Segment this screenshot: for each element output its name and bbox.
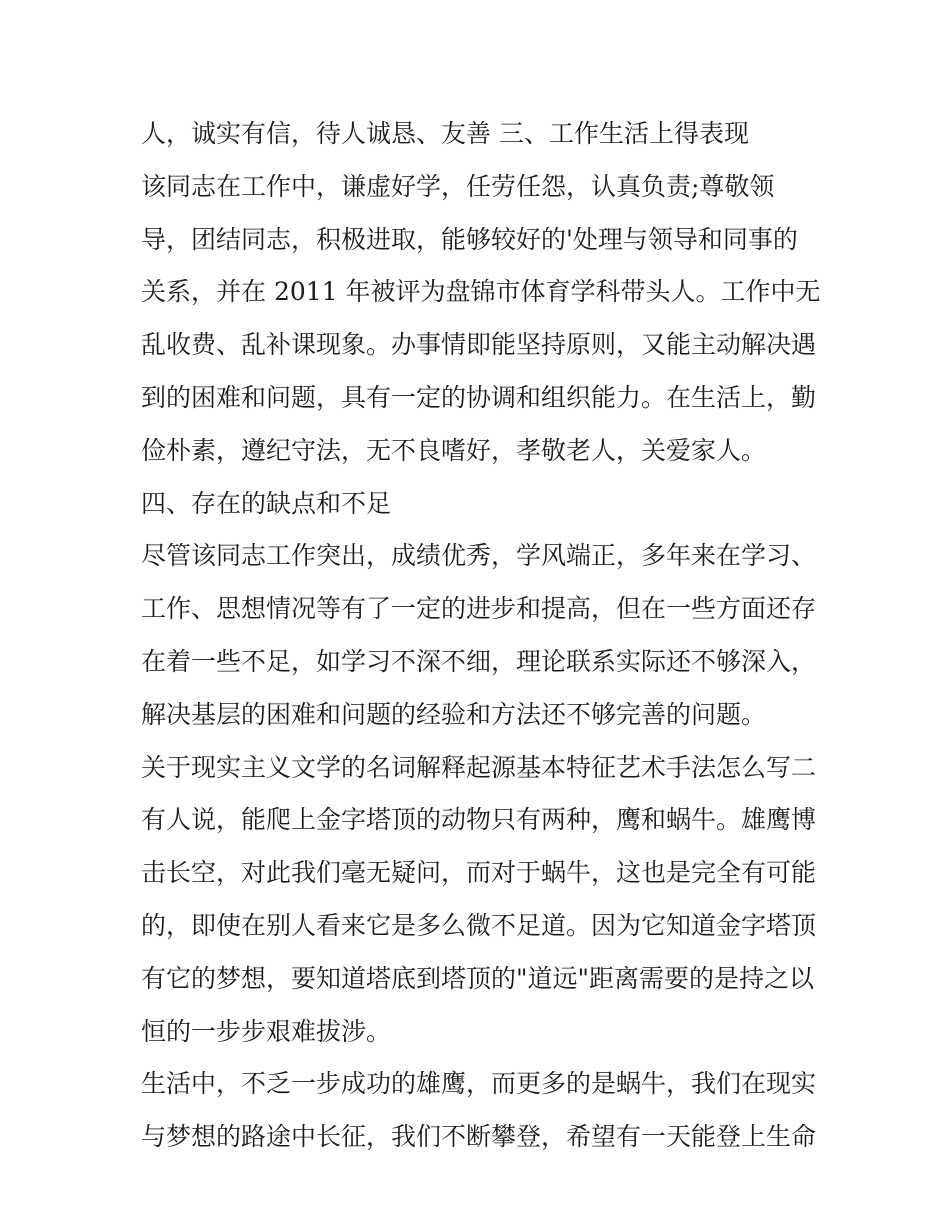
text-line-13: 关于现实主义文学的名词解释起源基本特征艺术手法怎么写二	[141, 752, 817, 782]
text-line-2: 该同志在工作中，谦虚好学，任劳任怨，认真负责;尊敬领	[141, 171, 775, 201]
text-line-10: 工作、思想情况等有了一定的进步和提高，但在一些方面还存	[141, 594, 817, 624]
text-line-4: 关系，并在 2011 年被评为盘锦市体育学科带头人。工作中无	[141, 277, 821, 307]
text-line-1: 人，诚实有信，待人诚恳、友善 三、工作生活上得表现	[141, 119, 749, 148]
text-line-7: 俭朴素，遵纪守法，无不良嗜好，孝敬老人，关爱家人。	[141, 435, 767, 465]
body-text	[141, 108, 821, 1164]
text-line-9: 尽管该同志工作突出，成绩优秀，学风端正，多年来在学习、	[141, 541, 817, 571]
text-line-12: 解决基层的困难和问题的经验和方法还不够完善的问题。	[141, 699, 767, 729]
section-heading: 四、存在的缺点和不足	[141, 488, 392, 518]
text-line-16: 的，即使在别人看来它是多么微不足道。因为它知道金字塔顶	[141, 910, 817, 940]
text-line-15: 击长空，对此我们毫无疑问，而对于蜗牛，这也是完全有可能	[141, 858, 817, 888]
text-line-20: 与梦想的路途中长征，我们不断攀登，希望有一天能登上生命	[141, 1122, 817, 1152]
text-line-6: 到的困难和问题，具有一定的协调和组织能力。在生活上，勤	[141, 382, 817, 412]
text-line-5: 乱收费、乱补课现象。办事情即能坚持原则，又能主动解决遇	[141, 330, 817, 360]
text-line-19: 生活中，不乏一步成功的雄鹰，而更多的是蜗牛，我们在现实	[141, 1069, 817, 1099]
text-line-17: 有它的梦想，要知道塔底到塔顶的"道远"距离需要的是持之以	[141, 963, 815, 993]
text-line-3: 导，团结同志，积极进取，能够较好的'处理与领导和同事的	[141, 224, 798, 254]
text-line-11: 在着一些不足，如学习不深不细，理论联系实际还不够深入，	[141, 646, 817, 676]
text-line-14: 有人说，能爬上金字塔顶的动物只有两种，鹰和蜗牛。雄鹰博	[141, 805, 817, 835]
text-line-18: 恒的一步步艰难拔涉。	[141, 1016, 392, 1046]
